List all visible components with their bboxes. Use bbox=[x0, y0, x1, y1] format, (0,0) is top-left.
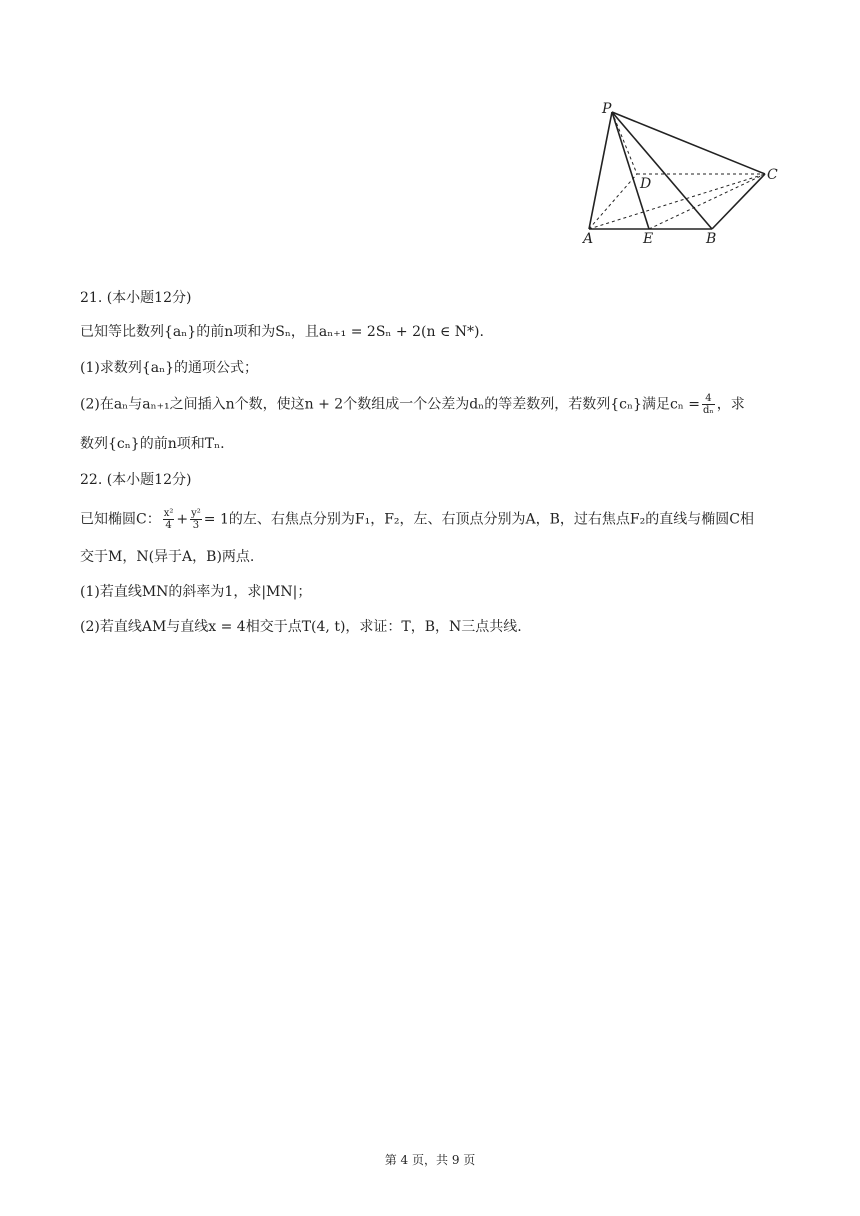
label-A: A bbox=[583, 231, 594, 247]
q22-stem-line2: 交于M，N(异于A，B)两点. bbox=[80, 549, 255, 565]
pyramid-figure bbox=[575, 96, 790, 254]
q21-fraction bbox=[702, 393, 715, 416]
q22-header: 22. (本小题12分) bbox=[80, 472, 192, 488]
edge-PE bbox=[612, 112, 652, 229]
q22-frac1-num: x² bbox=[163, 508, 174, 519]
label-C: C bbox=[767, 167, 778, 183]
q22-part2: (2)若直线AM与直线x = 4相交于点T(4, t)，求证：T，B，N三点共线. bbox=[80, 619, 522, 635]
q22-part1: (1)若直线MN的斜率为1，求|MN|； bbox=[80, 584, 312, 600]
q22-frac2 bbox=[190, 508, 202, 531]
label-B: B bbox=[706, 231, 717, 247]
edge-PC bbox=[612, 112, 765, 174]
edge-EC bbox=[649, 174, 765, 229]
q22-stem-post: = 1的左、右焦点分别为F₁，F₂，左、右顶点分别为A，B，过右焦点F₂的直线与椭圆C相 bbox=[203, 511, 754, 528]
q22-plus: + bbox=[176, 511, 189, 528]
q21-frac-num: 4 bbox=[702, 393, 715, 405]
edge-PB bbox=[612, 112, 712, 229]
q22-frac1-den: 4 bbox=[165, 520, 172, 531]
label-E: E bbox=[643, 231, 654, 247]
q21-frac-den: dₙ bbox=[703, 405, 714, 416]
q21-part2-line2: 数列{cₙ}的前n项和Tₙ. bbox=[80, 436, 225, 452]
q21-part2-text: (2)在aₙ与aₙ₊₁之间插入n个数，使这n + 2个数组成一个公差为dₙ的等差数列，若数列{cₙ}满足cₙ = bbox=[80, 396, 701, 413]
page-footer: 第 4 页，共 9 页 bbox=[384, 1153, 476, 1167]
q21-part2-line1 bbox=[80, 393, 745, 416]
edge-PA bbox=[589, 112, 612, 229]
q21-part1: (1)求数列{aₙ}的通项公式； bbox=[80, 360, 259, 376]
q21-header: 21. (本小题12分) bbox=[80, 290, 192, 306]
label-P: P bbox=[602, 101, 612, 117]
q22-stem-pre: 已知椭圆C： bbox=[80, 511, 161, 528]
q22-stem-line1 bbox=[80, 508, 754, 531]
q22-frac2-den: 3 bbox=[192, 520, 200, 531]
q22-frac1 bbox=[163, 508, 175, 531]
label-D: D bbox=[640, 176, 652, 192]
pyramid-diagram bbox=[575, 96, 790, 254]
q21-part2-tail: ，求 bbox=[716, 396, 745, 413]
edge-AD bbox=[589, 174, 637, 229]
q22-frac2-num: y² bbox=[191, 508, 201, 519]
q21-stem: 已知等比数列{aₙ}的前n项和为Sₙ，且aₙ₊₁ = 2Sₙ + 2(n ∈ N*). bbox=[80, 324, 484, 340]
